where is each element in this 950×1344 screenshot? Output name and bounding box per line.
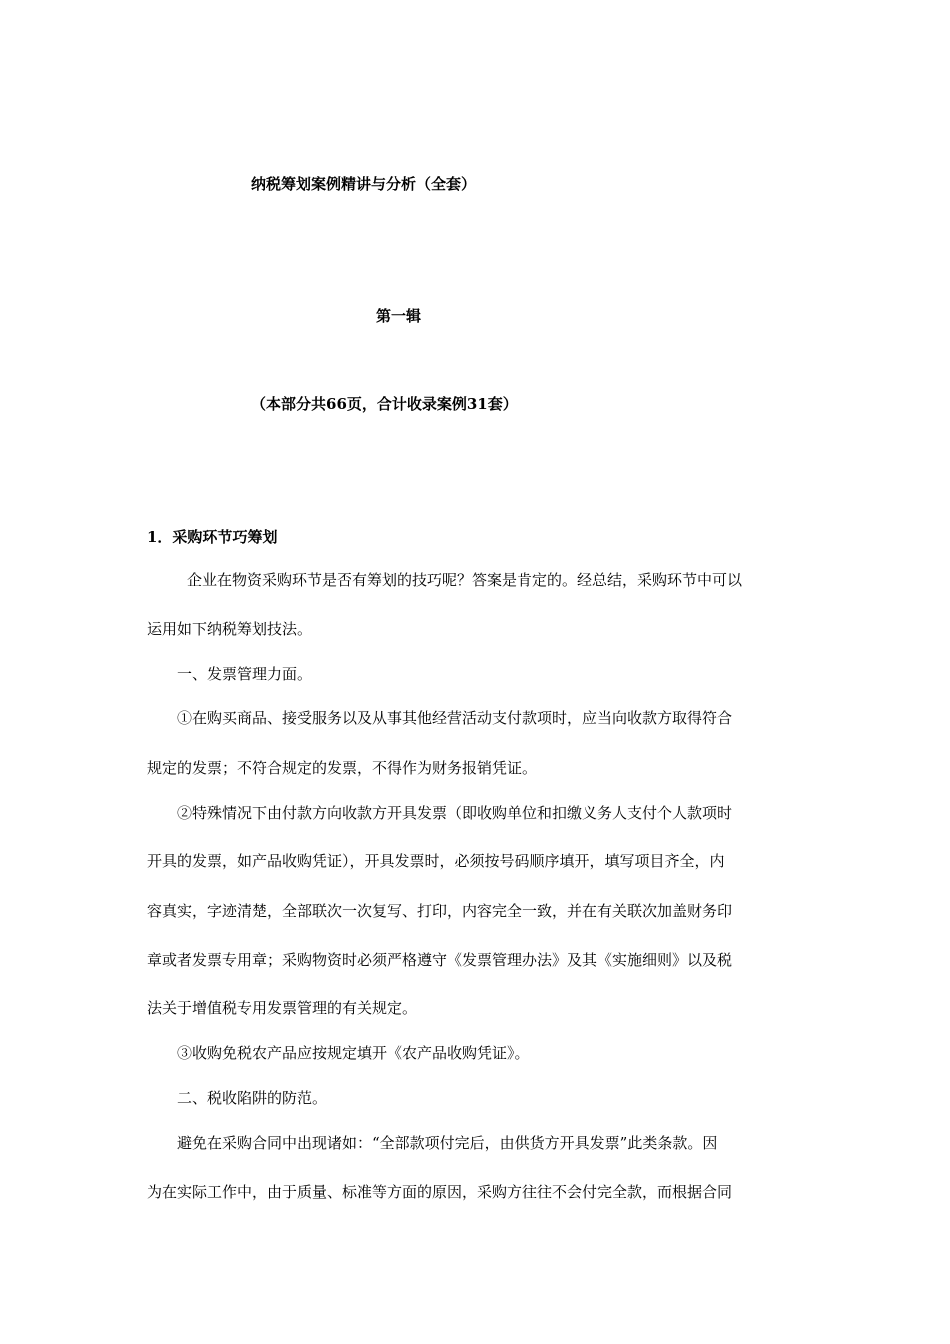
paragraph-line: 容真实，字迹清楚，全部联次一次复写、打印，内容完全一致，并在有关联次加盖财务印 [147, 902, 733, 920]
paragraph-line: 为在实际工作中，由于质量、标准等方面的原因，采购方往往不会付完全款，而根据合同 [147, 1183, 733, 1201]
paragraph-line: 避免在采购合同中出现诸如：“全部款项付完后，由供货方开具发票”此类条款。因 [177, 1134, 718, 1152]
paragraph-line: 章或者发票专用章；采购物资时必须严格遵守《发票管理办法》及其《实施细则》以及税 [147, 951, 733, 969]
volume-summary: （本部分共66页，合计收录案例31套） [251, 395, 518, 413]
paragraph-line: 一、发票管理力面。 [177, 665, 313, 683]
paragraph-line: 二、税收陷阱的防范。 [177, 1089, 328, 1107]
paragraph-line: 企业在物资采购环节是否有筹划的技巧呢？答案是肯定的。经总结，采购环节中可以 [187, 571, 743, 589]
paragraph-line: 运用如下纳税筹划技法。 [147, 620, 313, 638]
paragraph-line: ③收购免税农产品应按规定填开《农产品收购凭证》。 [177, 1044, 530, 1062]
document-title: 纳税筹划案例精讲与分析（全套） [251, 175, 477, 193]
paragraph-line: 规定的发票；不符合规定的发票，不得作为财务报销凭证。 [147, 759, 538, 777]
paragraph-line: ①在购买商品、接受服务以及从事其他经营活动支付款项时，应当向收款方取得符合 [177, 709, 733, 727]
section-heading: 1．采购环节巧筹划 [147, 528, 278, 546]
paragraph-line: ②特殊情况下由付款方向收款方开具发票（即收购单位和扣缴义务人支付个人款项时 [177, 804, 733, 822]
paragraph-line: 法关于增值税专用发票管理的有关规定。 [147, 999, 418, 1017]
volume-label: 第一辑 [376, 307, 422, 325]
paragraph-line: 开具的发票，如产品收购凭证），开具发票时，必须按号码顺序填开，填写项目齐全，内 [147, 852, 725, 870]
